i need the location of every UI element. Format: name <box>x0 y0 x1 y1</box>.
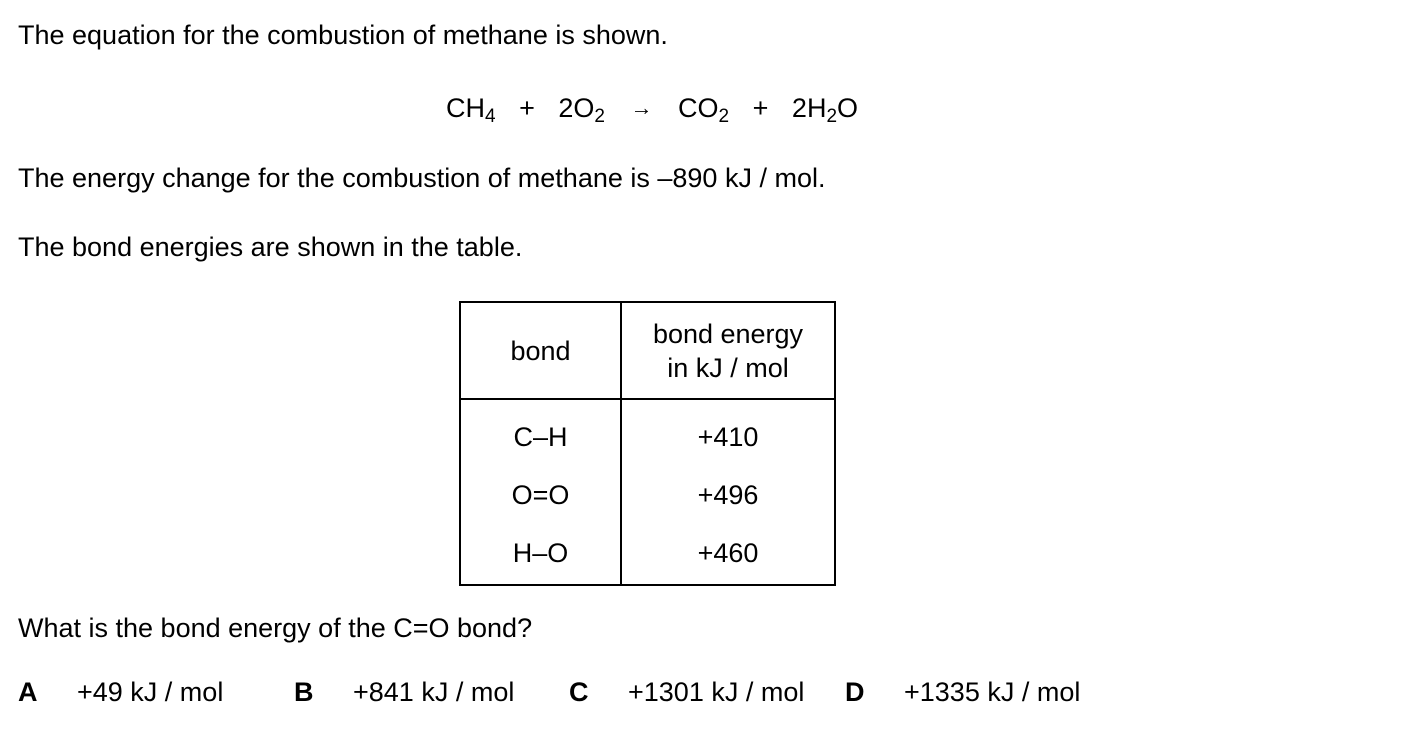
option-d-letter[interactable]: D <box>845 677 865 707</box>
bond-cell: C–H <box>460 399 621 466</box>
reactant-methane: $CH_4$ <box>446 93 496 127</box>
reaction-arrow-icon: → <box>630 95 653 120</box>
plus-sign: + <box>519 93 535 123</box>
bond-cell: O=O <box>460 466 621 524</box>
option-a-letter[interactable]: A <box>18 677 38 707</box>
bond-energy-table <box>459 301 836 586</box>
intro-text: The equation for the combustion of methane is shown. <box>18 20 668 50</box>
option-b-letter[interactable]: B <box>294 677 314 707</box>
energy-cell: +460 <box>621 524 835 585</box>
energy-cell: +496 <box>621 466 835 524</box>
product-carbon-dioxide: $CO_2$ <box>678 93 730 127</box>
table-intro-text: The bond energies are shown in the table. <box>18 232 523 262</box>
table-row <box>460 524 835 585</box>
energy-cell: +410 <box>621 399 835 466</box>
table-header-row <box>460 302 835 399</box>
table-row <box>460 399 835 466</box>
product-water: $2H_2O$ <box>791 93 859 127</box>
header-bond-energy: bond energy in kJ / mol <box>621 302 835 399</box>
option-c-letter[interactable]: C <box>569 677 589 707</box>
header-bond: bond <box>460 302 621 399</box>
answer-options <box>18 679 1168 709</box>
option-a-text[interactable]: +49 kJ / mol <box>77 677 224 707</box>
energy-change-text: The energy change for the combustion of methane is –890 kJ / mol. <box>18 163 826 193</box>
option-d-text[interactable]: +1335 kJ / mol <box>904 677 1081 707</box>
combustion-equation <box>446 93 859 127</box>
table-row <box>460 466 835 524</box>
plus-sign: + <box>752 93 769 123</box>
option-b-text[interactable]: +841 kJ / mol <box>353 677 515 707</box>
option-c-text[interactable]: +1301 kJ / mol <box>628 677 805 707</box>
question-text: What is the bond energy of the C=O bond? <box>18 613 533 643</box>
bond-cell: H–O <box>460 524 621 585</box>
reactant-oxygen: $2O_2$ <box>558 93 605 127</box>
